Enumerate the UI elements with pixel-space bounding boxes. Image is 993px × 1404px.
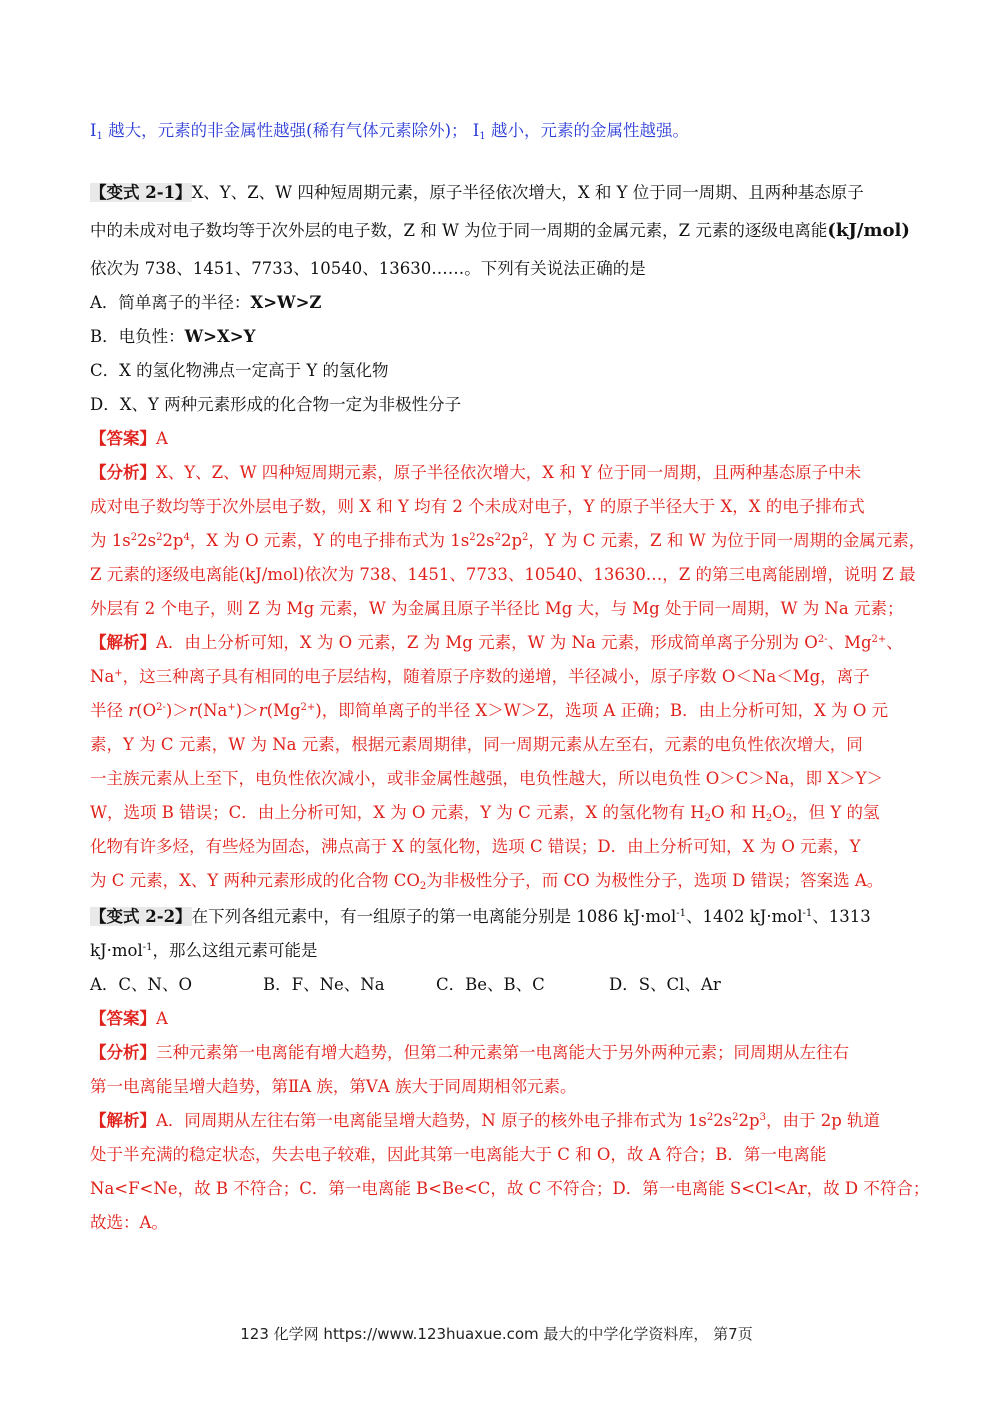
q1-explain-line-8: 为 C 元素，X、Y 两种元素形成的化合物 $CO_2$为非极性分子，而 CO 为极性分子，选项 D 错误；答案选 A。 — [90, 871, 884, 892]
q2-stem-line-1: 【变式 2-2】在下列各组元素中，有一组原子的第一电离能分别是 1086 kJ·mol$^{-1}$、1402 kJ·mol$^{-1}$、1313 — [90, 907, 871, 926]
q2-stem-line-2: kJ·mol$^{-1}$，那么这组元素可能是 — [90, 941, 318, 960]
q2-analysis-line-1: 【分析】三种元素第一电离能有增大趋势，但第二种元素第一电离能大于另外两种元素；同周期从左往右 — [90, 1043, 849, 1062]
q1-analysis-line-3: 为 $1s^22s^22p^4$，X 为 O 元素，Y 的电子排布式为 $1s^22s^22p^2$，Y 为 C 元素，Z 和 W 为位于同一周期的金属元素， — [90, 531, 926, 550]
q1-tag: 【变式 2-1】 — [90, 183, 192, 202]
q1-stem-line-3: 依次为 738、1451、7733、10540、13630……。下列有关说法正确的是 — [90, 259, 646, 278]
q1-stem-line-2: 中的未成对电子数均等于次外层的电子数，Z 和 W 为位于同一周期的金属元素，Z 元素的逐级电离能(kJ/mol) — [90, 220, 910, 241]
q1-explain-line-3: 半径 $r(O^{2-})>r(Na^+)>r(Mg^{2+})$，即简单离子的半径 X＞W＞Z，选项 A 正确；B．由上分析可知，X 为 O 元 — [90, 701, 889, 720]
q1-analysis-line-5: 外层有 2 个电子，则 Z 为 Mg 元素，W 为金属且原子半径比 Mg 大，与 Mg 处于同一周期，W 为 Na 元素； — [90, 599, 904, 618]
q1-explain-line-6: W，选项 B 错误；C．由上分析可知，X 为 O 元素，Y 为 C 元素，X 的氢化物有 $H_2O$ 和 $H_2O_2$，但 Y 的氢 — [90, 803, 880, 824]
page-footer: 123 化学网 https://www.123huaxue.com 最大的中学化学资料库， 第7页 — [240, 1325, 753, 1343]
q1-explain-line-1: 【解析】A．由上分析可知，X 为 O 元素，Z 为 Mg 元素，W 为 Na 元素，形成简单离子分别为 $O^{2-}$、$Mg^{2+}$、 — [90, 633, 903, 652]
q2-explain-line-3: Na<F<Ne，故 B 不符合；C．第一电离能 B<Be<C，故 C 不符合；D．第一电离能 S<Cl<Ar，故 D 不符合； — [90, 1179, 930, 1198]
q2-explain-line-2: 处于半充满的稳定状态，失去电子较难，因此其第一电离能大于 C 和 O，故 A 符合；B．第一电离能 — [90, 1145, 827, 1164]
q2-analysis-line-2: 第一电离能呈增大趋势，第ⅡA 族，第ⅤA 族大于同周期相邻元素。 — [90, 1077, 577, 1096]
q2-option-c: C．Be、B、C — [436, 975, 545, 994]
q1-option-d: D．X、Y 两种元素形成的化合物一定为非极性分子 — [90, 395, 462, 414]
q1-analysis-line-4: Z 元素的逐级电离能(kJ/mol)依次为 738、1451、7733、10540、13630…，Z 的第三电离能剧增，说明 Z 最 — [90, 565, 916, 584]
q2-answer: 【答案】A — [90, 1009, 168, 1028]
q2-tag: 【变式 2-2】 — [90, 907, 192, 926]
q1-option-c: C．X 的氢化物沸点一定高于 Y 的氢化物 — [90, 361, 389, 380]
q1-explain-line-7: 化物有许多烃，有些烃为固态，沸点高于 X 的氢化物，选项 C 错误；D．由上分析可知，X 为 O 元素，Y — [90, 837, 861, 856]
q1-option-b: B．电负性：W>X>Y — [90, 327, 256, 346]
q2-options — [90, 974, 721, 996]
q2-explain-line-1: 【解析】A．同周期从左往右第一电离能呈增大趋势，N 原子的核外电子排布式为 $1s^22s^22p^3$，由于 2p 轨道 — [90, 1111, 881, 1130]
intro-line: $I_1$ 越大，元素的非金属性越强(稀有气体元素除外)； $I_1$ 越小，元素的金属性越强。 — [90, 121, 689, 142]
q1-explain-line-5: 一主族元素从上至下，电负性依次减小，或非金属性越强，电负性越大，所以电负性 O＞C＞Na，即 X＞Y＞ — [90, 769, 884, 788]
q2-option-a: A．C、N、O — [90, 975, 193, 994]
q1-analysis-line-2: 成对电子数均等于次外层电子数，则 X 和 Y 均有 2 个未成对电子，Y 的原子半径大于 X，X 的电子排布式 — [90, 497, 865, 516]
q1-explain-line-4: 素，Y 为 C 元素，W 为 Na 元素，根据元素周期律，同一周期元素从左至右，元素的电负性依次增大，同 — [90, 735, 863, 754]
q2-explain-line-4: 故选：A。 — [90, 1213, 168, 1232]
q1-explain-line-2: Na+，这三种离子具有相同的电子层结构，随着原子序数的递增，半径减小，原子序数 O＜Na＜Mg，离子 — [90, 667, 870, 686]
q2-option-d: D．S、Cl、Ar — [609, 975, 721, 994]
q1-option-a: A．简单离子的半径：X>W>Z — [90, 293, 322, 312]
q2-option-b: B．F、Ne、Na — [263, 975, 385, 994]
q1-stem-line-1: 【变式 2-1】X、Y、Z、W 四种短周期元素，原子半径依次增大，X 和 Y 位于同一周期、且两种基态原子 — [90, 183, 864, 202]
q1-analysis-line-1: 【分析】X、Y、Z、W 四种短周期元素，原子半径依次增大，X 和 Y 位于同一周期，且两种基态原子中未 — [90, 463, 862, 482]
q1-answer: 【答案】A — [90, 429, 168, 448]
